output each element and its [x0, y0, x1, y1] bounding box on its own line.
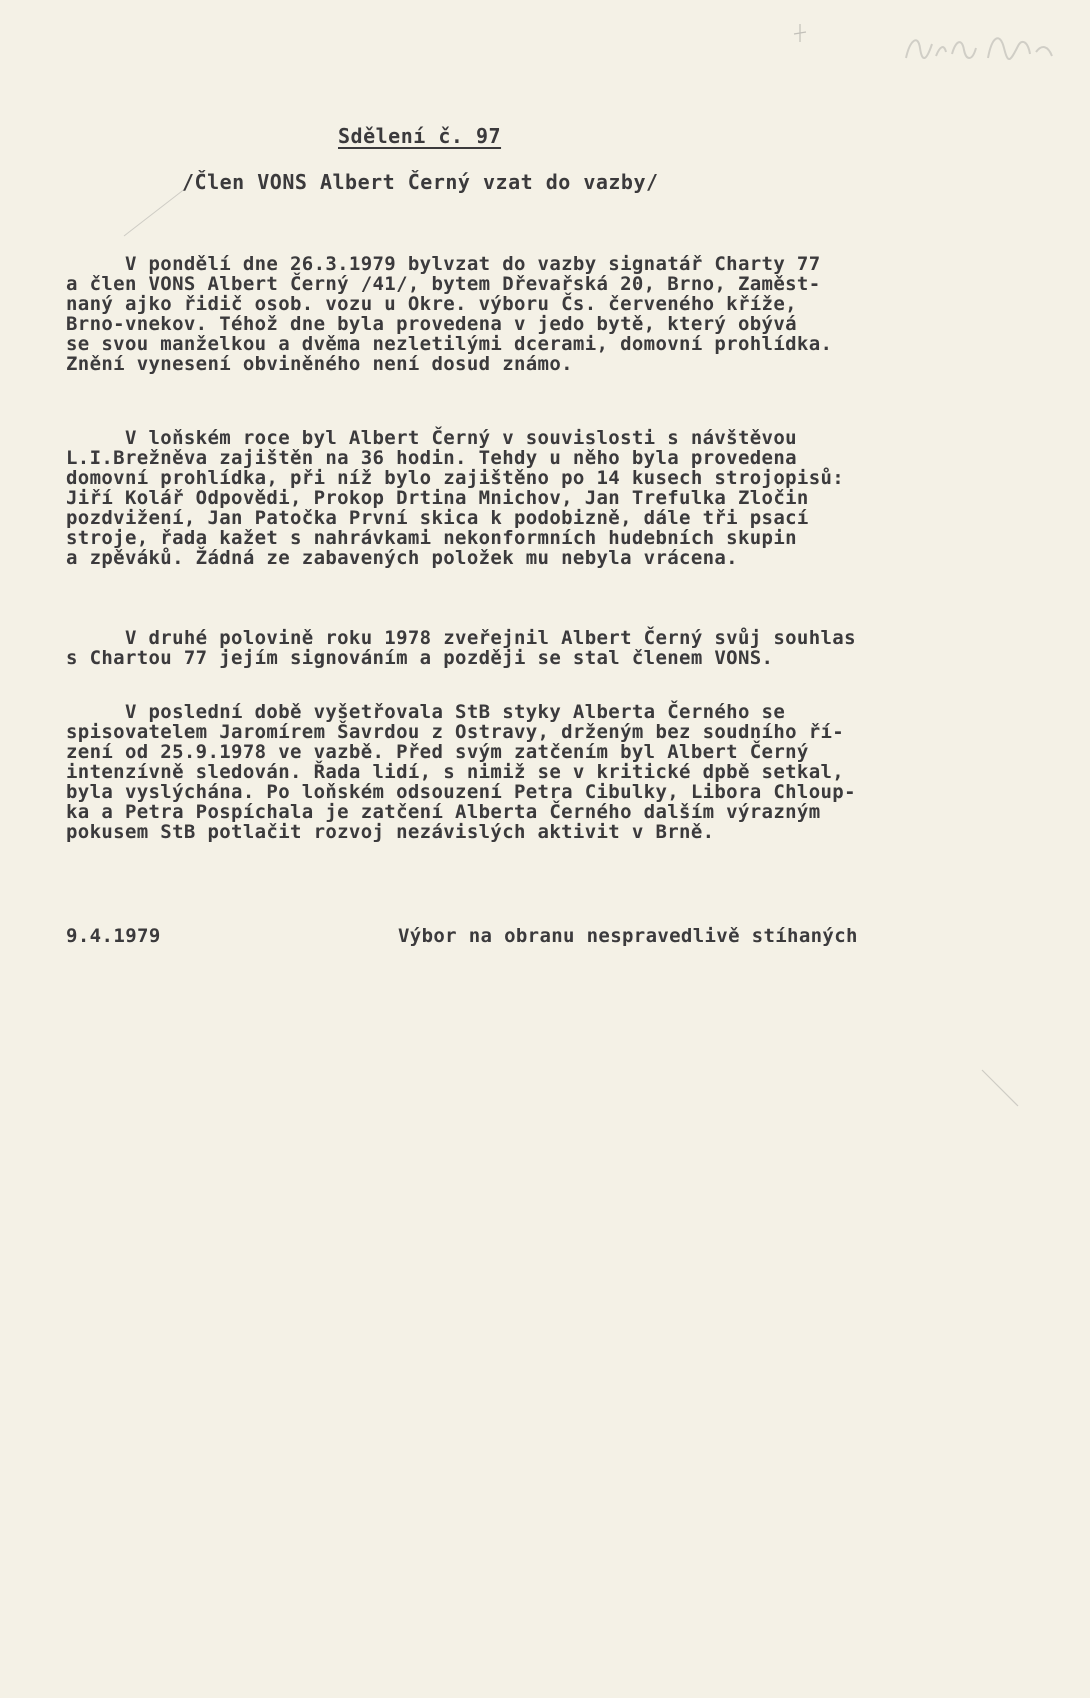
text-line: spisovatelem Jaromírem Šavrdou z Ostravy, drženým bez soudního ří-: [66, 721, 845, 743]
text-line: stroje, řada kažet s nahrávkami nekonformních hudebních skupin: [66, 527, 797, 549]
text-line: pokusem StB potlačit rozvoj nezávislých aktivit v Brně.: [66, 821, 715, 843]
text-line: ka a Petra Pospíchala je zatčení Alberta Černého dalším výrazným: [66, 801, 821, 823]
text-line: zení od 25.9.1978 ve vazbě. Před svým zatčením byl Albert Černý: [66, 741, 809, 763]
text-line: L.I.Brežněva zajištěn na 36 hodin. Tehdy u něho byla provedena: [66, 447, 797, 469]
text-line: s Chartou 77 jejím signováním a později se stal členem VONS.: [66, 647, 774, 669]
text-line: V pondělí dne 26.3.1979 bylvzat do vazby signatář Charty 77: [66, 253, 821, 275]
document-title: Sdělení č. 97: [338, 124, 502, 148]
handwritten-annotation: [896, 22, 1066, 74]
text-line: a zpěváků. Žádná ze zabavených položek mu nebyla vrácena.: [66, 547, 738, 569]
document-subtitle: /Člen VONS Albert Černý vzat do vazby/: [182, 170, 659, 194]
paragraph-charter-signing: [66, 628, 1056, 668]
text-line: domovní prohlídka, při níž bylo zajištěno po 14 kusech strojopisů:: [66, 467, 845, 489]
text-line: a člen VONS Albert Černý /41/, bytem Dřevařská 20, Brno, Zaměst-: [66, 273, 821, 295]
paragraph-previous-search: [66, 428, 1056, 568]
document-date: 9.4.1979: [66, 925, 161, 947]
text-line: byla vyslýchána. Po loňském odsouzení Petra Cibulky, Libora Chloup-: [66, 781, 856, 803]
paragraph-investigation: [66, 702, 1056, 842]
text-line: naný ajko řidič osob. vozu u Okre. výboru Čs. červeného kříže,: [66, 293, 797, 315]
pencil-stroke-lower: [978, 1066, 1022, 1110]
text-line: pozdvižení, Jan Patočka První skica k podobizně, dále tři psací: [66, 507, 809, 529]
paragraph-arrest: [66, 254, 1056, 374]
text-line: Jiří Kolář Odpovědi, Prokop Drtina Mnichov, Jan Trefulka Zločin: [66, 487, 809, 509]
text-line: intenzívně sledován. Řada lidí, s nimiž se v kritické dpbě setkal,: [66, 761, 845, 783]
text-line: V druhé polovině roku 1978 zveřejnil Albert Černý svůj souhlas: [66, 627, 856, 649]
text-line: V poslední době vyšetřovala StB styky Alberta Černého se: [66, 701, 786, 723]
text-line: se svou manželkou a dvěma nezletilými dcerami, domovní prohlídka.: [66, 333, 833, 355]
text-line: Znění vynesení obviněného není dosud známo.: [66, 353, 573, 375]
document-signature: Výbor na obranu nespravedlivě stíhaných: [398, 925, 858, 947]
pencil-stroke: [120, 184, 190, 240]
text-line: V loňském roce byl Albert Černý v souvislosti s návštěvou: [66, 427, 797, 449]
text-line: Brno-vnekov. Téhož dne byla provedena v jedo bytě, který obývá: [66, 313, 797, 335]
pencil-mark: [790, 20, 810, 44]
